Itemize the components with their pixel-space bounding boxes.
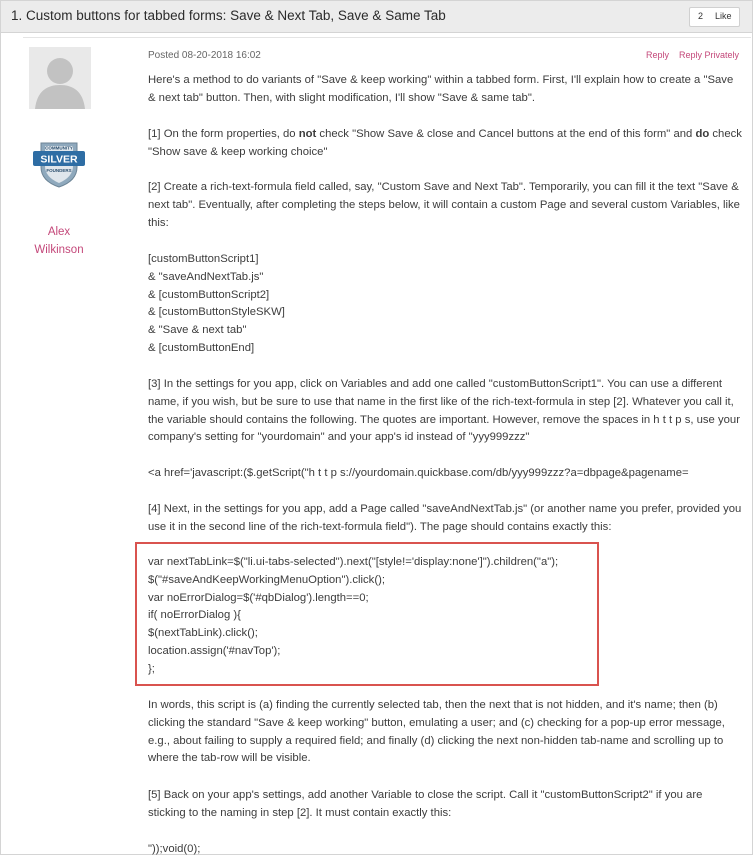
paragraph-step-4: [4] Next, in the settings for you app, add a Page called "saveAndNextTab.js" (or another name you prefer, provided you use it in the second line of the rich-text-formula field"). The page should contains exactly this: bbox=[148, 503, 742, 533]
like-label: Like bbox=[715, 11, 732, 21]
code-line: }; bbox=[148, 662, 155, 675]
paragraph-intro: Here's a method to do variants of "Save & keep working" within a tabbed form. First, I'll explain how to create a "Save & next tab" button. Then, with slight modification, I'll show "Save & same tab". bbox=[148, 74, 734, 104]
author-first-name: Alex bbox=[47, 226, 71, 238]
formula-block bbox=[148, 251, 742, 358]
post-header bbox=[1, 1, 752, 33]
like-count: 2 bbox=[698, 11, 704, 21]
formula-line: & [customButtonStyleSKW] bbox=[148, 306, 285, 319]
paragraph-explanation: In words, this script is (a) finding the currently selected tab, then the next that is not hidden, and it's name; then (b) clicking the standard "Save & keep working" button, emulating a user; and (c) checking for a pop-up error message, e.g., about failing to supply a required field; and finally (d) clicking the next non-hidden tab-name and scrolling up to where the tab-row will be visible. bbox=[148, 699, 725, 765]
author-last-name: Wilkinson bbox=[34, 244, 84, 256]
code-line: if( noErrorDialog ){ bbox=[148, 609, 241, 622]
header-divider bbox=[23, 37, 751, 38]
posted-date: Posted 08-20-2018 16:02 bbox=[148, 50, 261, 61]
formula-line: & [customButtonScript2] bbox=[148, 288, 270, 301]
paragraph-step-1: [1] On the form properties, do not check "Show Save & close and Cancel buttons at the end of this form" and do check "Show save & keep working choice" bbox=[148, 128, 742, 158]
reply-privately-link[interactable]: Reply Privately bbox=[679, 50, 740, 60]
community-silver-founders-badge bbox=[31, 137, 87, 189]
variable-snippet: <a href='javascript:($.getScript("h t t p s://yourdomain.quickbase.com/db/yyy999zzz?a=dbpage&pagename= bbox=[148, 467, 689, 479]
paragraph-step-2: [2] Create a rich-text-formula field called, say, "Custom Save and Next Tab". Temporarily, you can fill it the text "Save & next tab". Eventually, after completing the steps below, it will contain a custom Page and several custom Variables, like this: bbox=[148, 181, 740, 229]
formula-line: [customButtonScript1] bbox=[148, 253, 259, 265]
closing-snippet: "));void(0); bbox=[148, 843, 201, 855]
code-line: var nextTabLink=$("li.ui-tabs-selected").next("[style!='display:none']").children("a"); bbox=[148, 556, 559, 568]
code-line: var noErrorDialog=$('#qbDialog').length==0; bbox=[148, 591, 369, 604]
code-line: $(nextTabLink).click(); bbox=[148, 627, 258, 640]
default-avatar-icon bbox=[29, 47, 91, 109]
code-line: $("#saveAndKeepWorkingMenuOption").click(); bbox=[148, 573, 385, 586]
paragraph-step-3: [3] In the settings for you app, click on Variables and add one called "customButtonScript1". You can use a different name, if you wish, but be sure to use that name in the first like of the rich-text-formula in step [2]. Whatever you call it, the variable should contains the following. The quotes are important. However, remove the spaces in h t t p s, use your company's setting for "yourdomain" and your app's id instead of "yyy999zzz" bbox=[148, 378, 740, 444]
badge-level: SILVER bbox=[40, 153, 78, 166]
formula-line: & "Save & next tab" bbox=[148, 324, 247, 337]
code-block bbox=[148, 554, 594, 679]
like-button[interactable] bbox=[689, 7, 740, 27]
formula-line: & [customButtonEnd] bbox=[148, 341, 255, 354]
badge-bottom: FOUNDERS bbox=[46, 168, 72, 173]
post-title: 1. Custom buttons for tabbed forms: Save & Next Tab, Save & Same Tab bbox=[11, 8, 446, 23]
reply-link[interactable]: Reply bbox=[646, 50, 670, 60]
avatar[interactable] bbox=[29, 47, 91, 109]
paragraph-step-5: [5] Back on your app's settings, add another Variable to close the script. Call it "customButtonScript2" if you are sticking to the naming in step [2]. It must contain exactly this: bbox=[148, 789, 703, 819]
code-line: location.assign('#navTop'); bbox=[148, 644, 281, 657]
formula-line: & "saveAndNextTab.js" bbox=[148, 270, 264, 283]
badge-top: COMMUNITY bbox=[45, 145, 73, 151]
author-name-link[interactable] bbox=[19, 223, 99, 259]
